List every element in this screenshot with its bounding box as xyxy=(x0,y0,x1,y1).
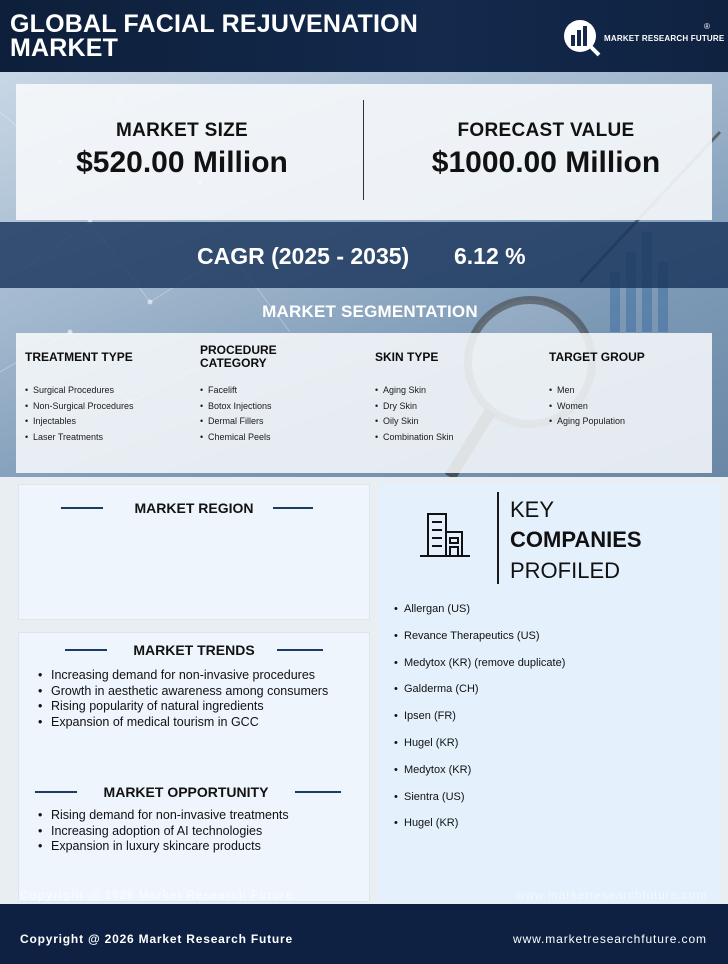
segment-item: • Men xyxy=(549,385,719,401)
segment-item: • Injectables xyxy=(25,416,195,432)
segment-item: • Botox Injections xyxy=(200,401,370,417)
segment-treatment-type xyxy=(25,343,195,447)
office-building-icon xyxy=(418,510,472,560)
segment-target-group xyxy=(549,343,719,432)
segment-item: • Combination Skin xyxy=(375,432,545,448)
logo-text: MARKET RESEARCH FUTURE xyxy=(604,34,725,43)
company-item: • Revance Therapeutics (US) xyxy=(394,630,565,657)
title-rule-right xyxy=(295,791,341,793)
company-item: • Allergan (US) xyxy=(394,603,565,630)
segment-item: • Non-Surgical Procedures xyxy=(25,401,195,417)
market-trends-title: MARKET TRENDS xyxy=(133,642,255,658)
market-region-panel xyxy=(18,484,370,620)
segment-list xyxy=(549,385,719,432)
cagr-band xyxy=(0,222,728,288)
footer-bar xyxy=(0,904,728,964)
list-item: • Rising popularity of natural ingredients xyxy=(38,699,328,715)
segment-procedure-category xyxy=(200,343,370,447)
company-item: • Hugel (KR) xyxy=(394,817,565,844)
market-size-block xyxy=(12,120,352,180)
key-title-line1: KEY xyxy=(510,497,555,522)
watermark-website: www.marketresearchfuture.com xyxy=(516,888,708,902)
company-item: • Sientra (US) xyxy=(394,791,565,818)
segment-item: • Aging Skin xyxy=(375,385,545,401)
cagr-label: CAGR (2025 - 2035) xyxy=(197,243,410,269)
watermark-copyright: Copyright @ 2026 Market Research Future xyxy=(20,888,293,902)
forecast-block xyxy=(376,120,716,180)
segment-heading: TARGET GROUP xyxy=(549,349,645,364)
company-list xyxy=(394,603,565,844)
market-trends-list xyxy=(38,668,328,730)
brand-logo xyxy=(562,18,725,58)
company-item: • Galderma (CH) xyxy=(394,683,565,710)
segment-item: • Oily Skin xyxy=(375,416,545,432)
market-opportunity-title: MARKET OPPORTUNITY xyxy=(103,784,269,800)
list-item: • Increasing demand for non-invasive procedures xyxy=(38,668,328,684)
key-divider xyxy=(497,492,499,584)
cagr-value: 6.12 % xyxy=(454,243,526,269)
registered-mark: ® xyxy=(704,22,710,31)
segment-item: • Aging Population xyxy=(549,416,719,432)
market-size-value: $520.00 Million xyxy=(76,146,288,179)
forecast-value: $1000.00 Million xyxy=(431,146,661,179)
segment-skin-type xyxy=(375,343,545,447)
footer-copyright: Copyright @ 2026 Market Research Future xyxy=(20,932,293,946)
segment-item: • Dermal Fillers xyxy=(200,416,370,432)
magnifier-chart-logo-icon xyxy=(562,18,602,58)
company-item: • Medytox (KR) xyxy=(394,764,565,791)
list-item: • Expansion in luxury skincare products xyxy=(38,839,289,855)
key-title-line2: COMPANIES xyxy=(510,527,642,552)
page-title: GLOBAL FACIAL REJUVENATION MARKET xyxy=(10,10,419,62)
segment-list xyxy=(200,385,370,447)
segment-item: • Women xyxy=(549,401,719,417)
key-title-line3: PROFILED xyxy=(510,558,621,583)
list-item: • Rising demand for non-invasive treatments xyxy=(38,808,289,824)
segment-item: • Dry Skin xyxy=(375,401,545,417)
list-item: • Expansion of medical tourism in GCC xyxy=(38,715,328,731)
segment-item: • Surgical Procedures xyxy=(25,385,195,401)
segment-list xyxy=(375,385,545,447)
segment-heading: TREATMENT TYPE xyxy=(25,349,133,364)
segment-heading: SKIN TYPE xyxy=(375,349,439,364)
list-item: • Increasing adoption of AI technologies xyxy=(38,824,289,840)
forecast-label: FORECAST VALUE xyxy=(457,120,635,141)
footer-website-link[interactable]: www.marketresearchfuture.com xyxy=(513,932,707,946)
stats-divider xyxy=(363,100,364,200)
market-region-title: MARKET REGION xyxy=(134,500,254,516)
segment-list xyxy=(25,385,195,447)
header-bar xyxy=(0,0,728,72)
title-rule-right xyxy=(273,507,313,509)
segment-item: • Laser Treatments xyxy=(25,432,195,448)
market-opportunity-list xyxy=(38,808,289,855)
market-size-label: MARKET SIZE xyxy=(115,120,249,141)
list-item: • Growth in aesthetic awareness among consumers xyxy=(38,684,328,700)
company-item: • Ipsen (FR) xyxy=(394,710,565,737)
segmentation-title: MARKET SEGMENTATION xyxy=(262,302,478,321)
title-rule-right xyxy=(277,649,323,651)
segment-item: • Chemical Peels xyxy=(200,432,370,448)
company-item: • Medytox (KR) (remove duplicate) xyxy=(394,657,565,684)
company-item: • Hugel (KR) xyxy=(394,737,565,764)
segment-item: • Facelift xyxy=(200,385,370,401)
segment-heading: PROCEDURE CATEGORY xyxy=(200,343,277,370)
